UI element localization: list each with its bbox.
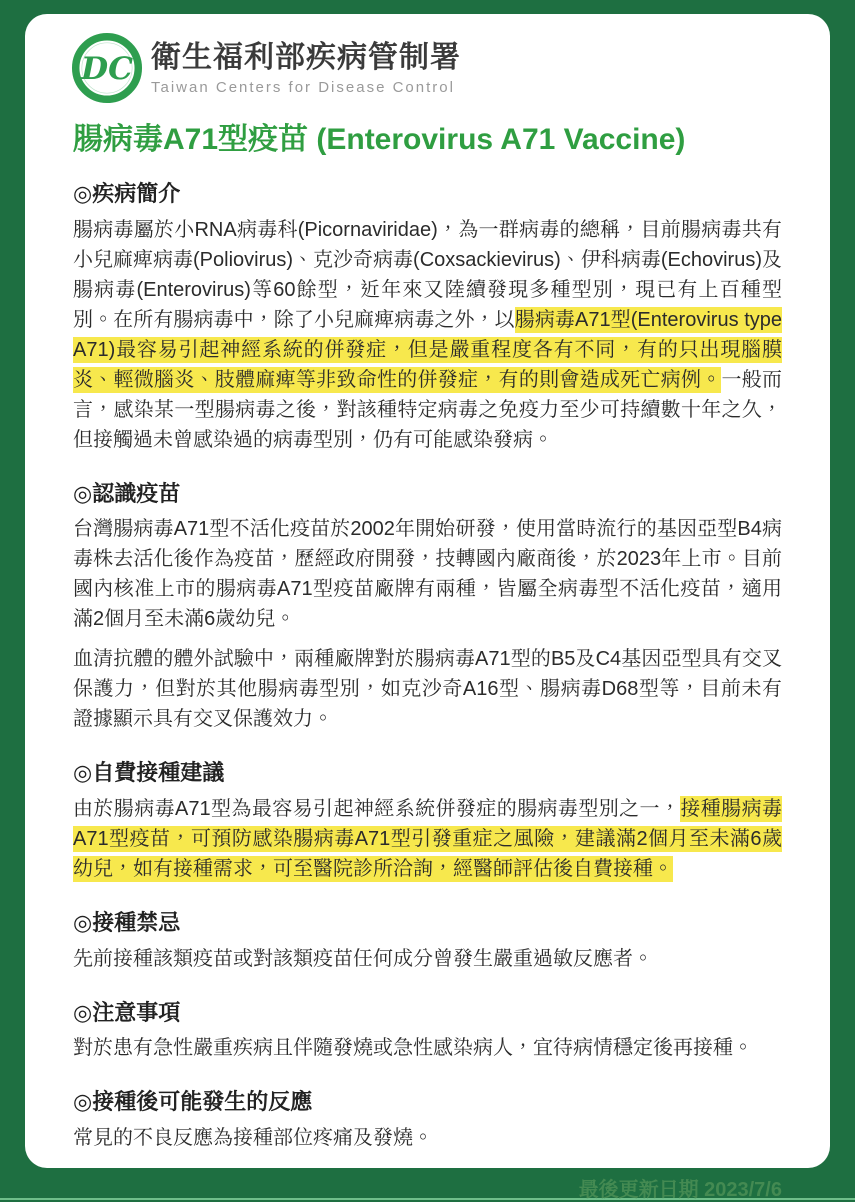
paragraph — [73, 1033, 782, 1063]
section-heading: ◎自費接種建議 — [73, 760, 225, 786]
section-heading: ◎疾病簡介 — [73, 181, 181, 206]
paragraph — [73, 215, 782, 455]
org-name-zh: 衛生福利部疾病管制署 — [151, 41, 461, 74]
paragraph — [73, 794, 782, 884]
text-run: 由於腸病毒A71型為最容易引起神經系統併發症的腸病毒型別之一， — [73, 798, 681, 821]
paragraph — [73, 514, 782, 634]
document-card — [25, 14, 830, 1202]
text-run: 一般而言，感染某一型腸病毒之後，對該種特定病毒之免疫力至少可持續數十年之久，但接觸過未曾感染過的病毒型別，仍有可能感染發病。 — [73, 368, 783, 451]
cdc-logo-icon — [73, 34, 141, 102]
paragraph — [73, 644, 782, 734]
text-run: 先前接種該類疫苗或對該類疫苗任何成分曾發生嚴重過敏反應者。 — [73, 947, 653, 970]
section-heading: ◎注意事項 — [73, 999, 181, 1025]
sections-container — [73, 179, 782, 1153]
section-possible-reactions — [73, 1087, 782, 1153]
paragraph — [73, 944, 782, 974]
org-name-en: Taiwan Centers for Disease Control — [151, 79, 455, 96]
text-run: 常見的不良反應為接種部位疼痛及發燒。 — [73, 1127, 433, 1150]
section-contraindications — [73, 908, 782, 974]
text-run: 對於患有急性嚴重疾病且伴隨發燒或急性感染病人，宜待病情穩定後再接種。 — [73, 1037, 753, 1060]
section-self-paid-recommendation — [73, 758, 782, 884]
text-run: 台灣腸病毒A71型不活化疫苗於2002年開始研發，使用當時流行的基因亞型B4病毒株去活化後作為疫苗，歷經政府開發，技轉國內廠商後，於2023年上市。目前國內核准上市的腸病毒A71型疫苗廠牌有兩種，皆屬全病毒型不活化疫苗，適用滿2個月至未滿6歲幼兒。 — [73, 518, 782, 631]
page-title: 腸病毒A71型疫苗 (Enterovirus A71 Vaccine) — [73, 123, 686, 156]
section-precautions — [73, 998, 782, 1064]
highlighted-text-run: 接種腸病毒A71型疫苗，可預防感染腸病毒A71型引發重症之風險，建議滿2個月至未滿6歲幼兒，如有接種需求，可至醫院診所洽詢，經醫師評估後自費接種。 — [73, 798, 782, 881]
section-heading: ◎認識疫苗 — [73, 480, 181, 506]
section-heading: ◎接種禁忌 — [73, 910, 181, 936]
last-updated-date: 最後更新日期 2023/7/6 — [578, 1179, 782, 1202]
paragraph — [73, 1123, 782, 1153]
logo-monogram: DC — [81, 50, 133, 87]
org-name-block — [151, 40, 461, 96]
footer — [73, 1153, 782, 1202]
section-heading: ◎接種後可能發生的反應 — [73, 1089, 313, 1115]
header — [73, 34, 782, 102]
section-about-vaccine — [73, 479, 782, 735]
text-run: 腸病毒屬於小RNA病毒科(Picornaviridae)，為一群病毒的總稱，目前腸病毒共有小兒麻痺病毒(Poliovirus)、克沙奇病毒(Coxsackievirus)、伊科病毒(Echovirus)及腸病毒(Enterovirus)等60餘型，近年來又陸續發現多種型別，現已有上百種型別。在所有腸病毒中，除了小兒麻痺病毒之外，以 — [73, 218, 782, 331]
highlighted-text-run: 腸病毒A71型(Enterovirus type A71)最容易引起神經系統的併發症，但是嚴重程度各有不同，有的只出現腦膜炎、輕微腦炎、肢體麻痺等非致命性的併發症，有的則會造成死亡病例。 — [73, 308, 783, 391]
text-run: 血清抗體的體外試驗中，兩種廠牌對於腸病毒A71型的B5及C4基因亞型具有交叉保護力，但對於其他腸病毒型別，如克沙奇A16型、腸病毒D68型等，目前未有證據顯示具有交叉保護效力。 — [73, 648, 782, 731]
section-disease-intro — [73, 179, 782, 455]
